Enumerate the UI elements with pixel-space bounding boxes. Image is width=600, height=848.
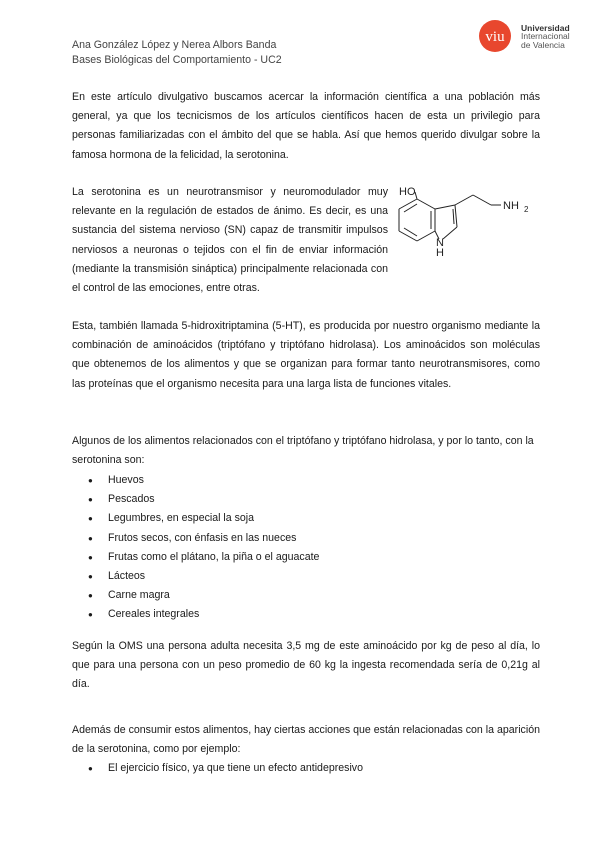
header-course: Bases Biológicas del Comportamiento - UC2 [72, 54, 282, 66]
molecule-label-nh: NH [503, 200, 519, 212]
logo-mark-text: viu [485, 29, 505, 45]
list-item: ● Frutos secos, con énfasis en las nueces [72, 529, 319, 548]
molecule-label-oh: HO [399, 186, 416, 198]
logo-wordmark [521, 24, 570, 49]
list-item: ● Cereales integrales [72, 605, 319, 624]
list-item: ● Lácteos [72, 567, 319, 586]
header-authors: Ana González López y Nerea Albors Banda [72, 39, 277, 51]
document-header [72, 38, 282, 68]
foods-list [72, 471, 319, 625]
logo-line-3: de Valencia [521, 39, 565, 50]
list-item: ● Pescados [72, 490, 319, 509]
serotonin-structure-diagram [395, 185, 540, 257]
list-item: ● El ejercicio físico, ya que tiene un efecto antidepresivo [72, 759, 363, 778]
paragraph-actions-intro: Además de consumir estos alimentos, hay ciertas acciones que están relacionadas con la aparición de la serotonina, como por ejemplo: [72, 724, 540, 756]
molecule-label-sub2: 2 [524, 205, 529, 214]
paragraph-production: Esta, también llamada 5-hidroxitriptamina (5-HT), es producida por nuestro organismo mediante la combinación de aminoácidos (triptófano y triptófano hidrolasa). Los aminoácidos son moléculas que obtenemos de los alimentos y que se organizan para formar tanto neurotransmisores, como las proteínas que el organismo necesita para una larga lista de funciones vitales. [72, 320, 540, 390]
viu-logo-mark-icon [475, 19, 523, 53]
logo-line-2: Internacional [521, 31, 570, 42]
paragraph-intro: En este artículo divulgativo buscamos acercar la información científica a una población más general, ya que los tecnicismos de los artículos científicos hacen de esta un privilegio para personas familiarizadas con el ámbito del que se habla. Así que hemos querido divulgar sobre la famosa hormona de la felicidad, la serotonina. [72, 91, 540, 161]
paragraph-serotonin: La serotonina es un neurotransmisor y neuromodulador muy relevante en la regulación de estados de ánimo. Es decir, es una sustancia del sistema nervioso (SN) capaz de transmitir impulsos nerviosos a neuronas o tejidos con el fin de enviar información (mediante la transmisión sináptica) principalmente relacionada con el control de las emociones, entre otras. [72, 186, 388, 295]
paragraph-oms: Según la OMS una persona adulta necesita 3,5 mg de este aminoácido por kg de peso al día, lo que para una persona con un peso promedio de 60 kg la ingesta recomendada sería de 0,21g al día. [72, 640, 540, 691]
paragraph-foods-intro: Algunos de los alimentos relacionados con el triptófano y triptófano hidrolasa, y por lo tanto, con la serotonina son: [72, 435, 534, 467]
molecule-label-n: N [436, 237, 444, 249]
logo-line-1: Universidad [521, 23, 570, 33]
list-item: ● Frutas como el plátano, la piña o el aguacate [72, 548, 319, 567]
molecule-label-h: H [436, 247, 444, 257]
actions-list [72, 759, 363, 778]
list-item: ● Carne magra [72, 586, 319, 605]
list-item: ● Legumbres, en especial la soja [72, 509, 319, 528]
list-item: ● Huevos [72, 471, 319, 490]
molecule-bonds [399, 192, 501, 241]
